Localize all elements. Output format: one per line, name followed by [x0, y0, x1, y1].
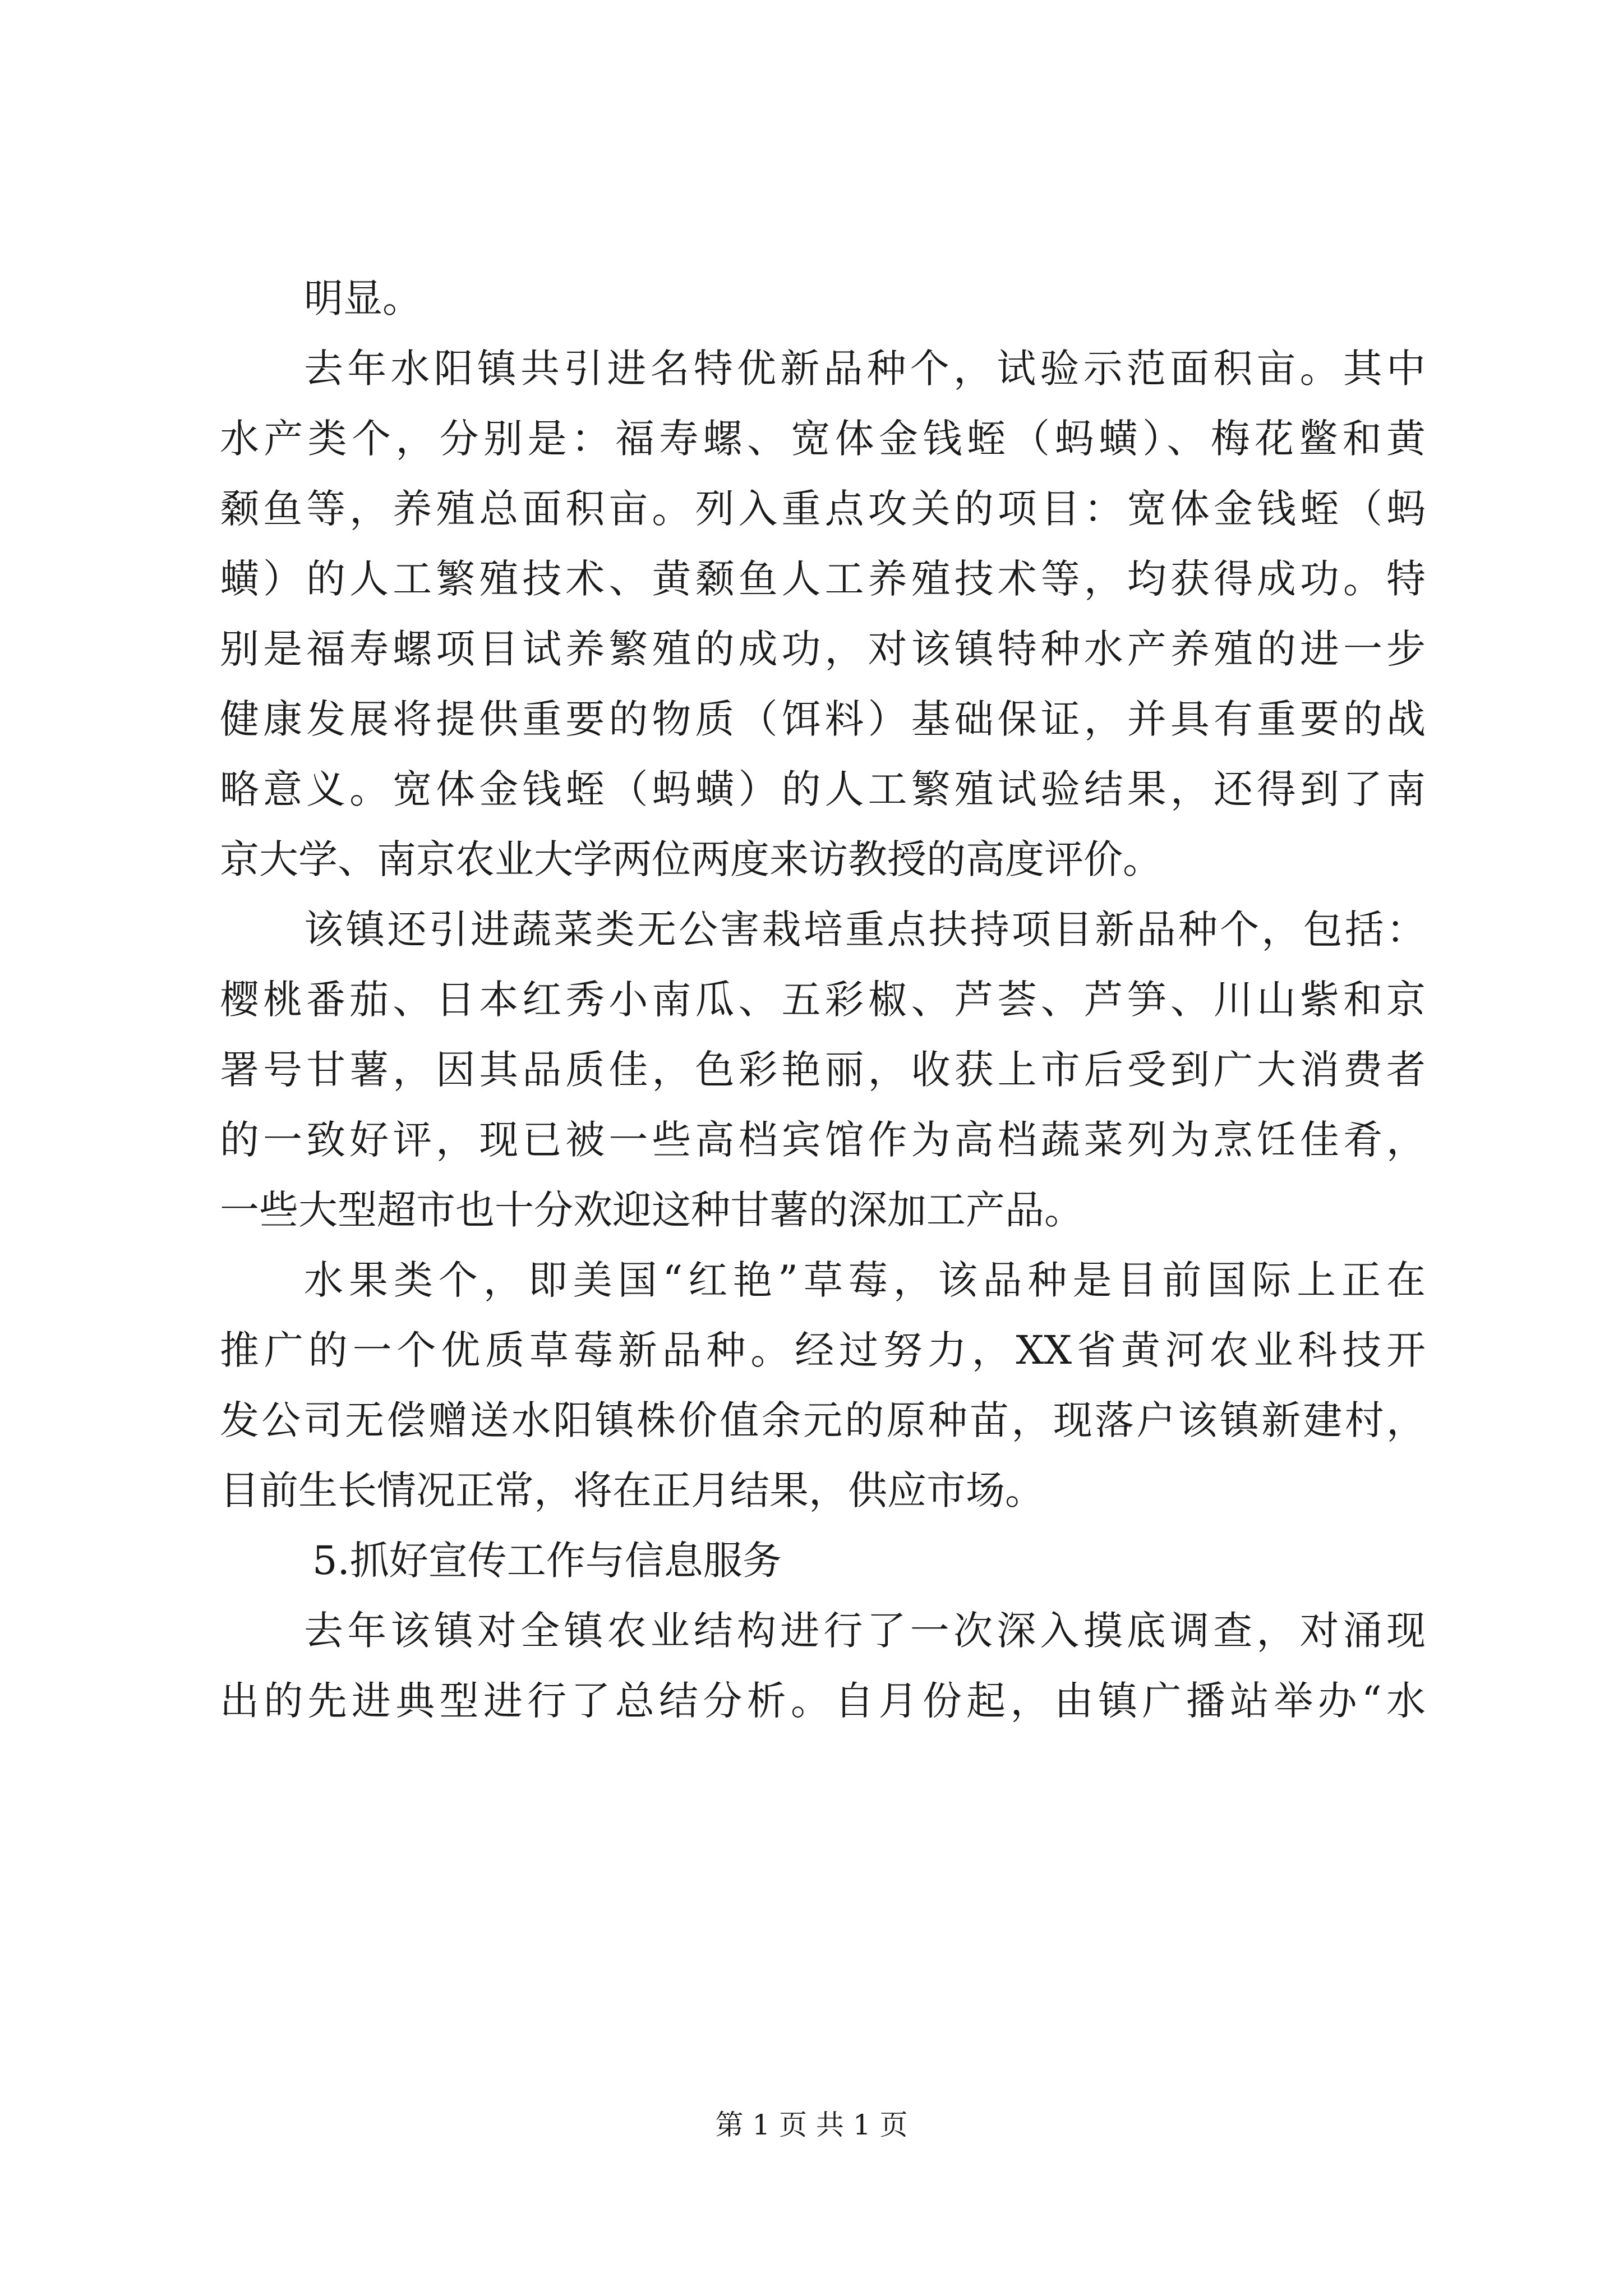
- text-line: 健康发展将提供重要的物质（饵料）基础保证，并具有重要的战: [220, 696, 1426, 742]
- text-line: 署号甘薯，因其品质佳，色彩艳丽，收获上市后受到广大消费者: [220, 1047, 1426, 1093]
- text-line: 发公司无偿赠送水阳镇株价值余元的原种苗，现落户该镇新建村，: [220, 1397, 1426, 1443]
- document-body: [220, 264, 1426, 1736]
- text-line: 推广的一个优质草莓新品种。经过努力，XX省黄河农业科技开: [220, 1327, 1426, 1373]
- text-line: 去年水阳镇共引进名特优新品种个，试验示范面积亩。其中: [304, 346, 1426, 392]
- text-line: 别是福寿螺项目试养繁殖的成功，对该镇特种水产养殖的进一步: [220, 626, 1426, 672]
- text-line: 的一致好评，现已被一些高档宾馆作为高档蔬菜列为烹饪佳肴，: [220, 1117, 1426, 1163]
- text-line: 去年该镇对全镇农业结构进行了一次深入摸底调查，对涌现: [304, 1608, 1426, 1654]
- section-heading: 5.抓好宣传工作与信息服务: [312, 1538, 782, 1584]
- text-line: 水果类个，即美国“红艳”草莓，该品种是目前国际上正在: [304, 1257, 1426, 1303]
- text-line: 蟥）的人工繁殖技术、黄颡鱼人工养殖技术等，均获得成功。特: [220, 556, 1426, 602]
- text-line: 出的先进典型进行了总结分析。自月份起，由镇广播站举办“水: [220, 1678, 1426, 1724]
- text-line: 一些大型超市也十分欢迎这种甘薯的深加工产品。: [220, 1187, 1083, 1233]
- text-line: 京大学、南京农业大学两位两度来访教授的高度评价。: [220, 836, 1162, 882]
- page-footer: 第 1 页 共 1 页: [715, 2109, 908, 2141]
- text-line: 目前生长情况正常，将在正月结果，供应市场。: [220, 1467, 1044, 1513]
- text-line: 该镇还引进蔬菜类无公害栽培重点扶持项目新品种个，包括：: [304, 907, 1426, 953]
- text-line: 明显。: [304, 275, 422, 321]
- text-line: 水产类个，分别是：福寿螺、宽体金钱蛭（蚂蟥）、梅花鳖和黄: [220, 416, 1426, 462]
- text-line: 樱桃番茄、日本红秀小南瓜、五彩椒、芦荟、芦笋、川山紫和京: [220, 977, 1426, 1023]
- text-line: 略意义。宽体金钱蛭（蚂蟥）的人工繁殖试验结果，还得到了南: [220, 766, 1426, 812]
- text-line: 颡鱼等，养殖总面积亩。列入重点攻关的项目：宽体金钱蛭（蚂: [220, 486, 1426, 532]
